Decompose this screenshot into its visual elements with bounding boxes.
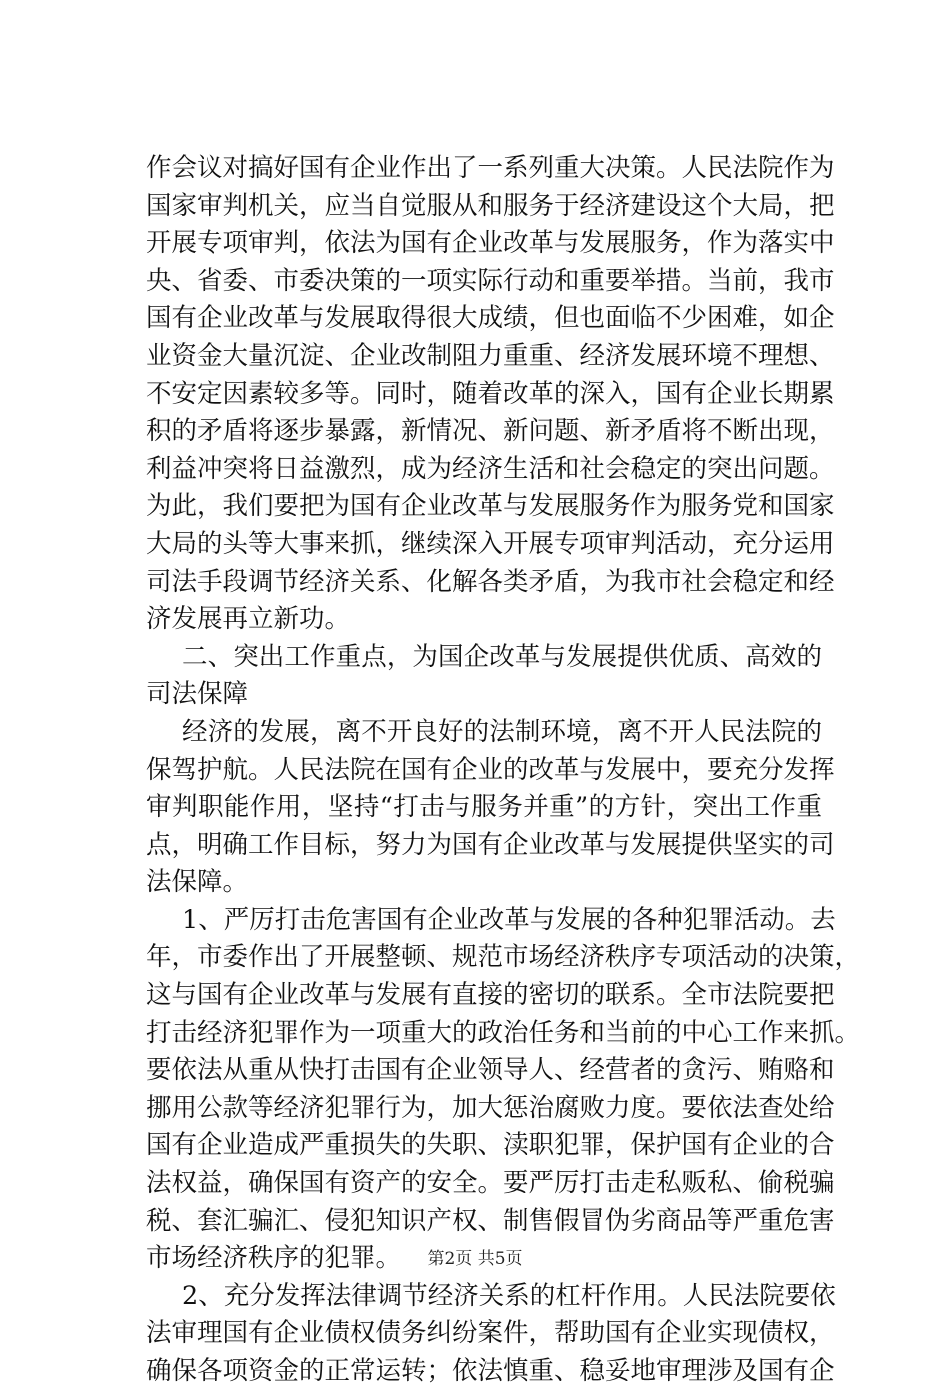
text-line: 国有企业造成严重损失的失职、渎职犯罪，保护国有企业的合 [146,1130,835,1161]
text-line: 司法保障 [146,679,249,710]
text-line: 法保障。 [146,867,249,898]
text-line: 法审理国有企业债权债务纠纷案件，帮助国有企业实现债权， [146,1318,835,1349]
text-line: 保驾护航。人民法院在国有企业的改革与发展中，要充分发挥 [146,754,835,785]
text-line: 二、突出工作重点，为国企改革与发展提供优质、高效的 [182,641,822,672]
text-line: 司法手段调节经济关系、化解各类矛盾，为我市社会稳定和经 [146,566,835,597]
text-line: 挪用公款等经济犯罪行为，加大惩治腐败力度。要依法查处给 [146,1092,835,1123]
text-line: 济发展再立新功。 [146,604,351,635]
text-line: 打击经济犯罪作为一项重大的政治任务和当前的中心工作来抓。 [146,1017,861,1048]
text-line: 开展专项审判，依法为国有企业改革与发展服务，作为落实中 [146,228,835,259]
text-line: 审判职能作用，坚持“打击与服务并重”的方针，突出工作重 [146,792,822,823]
text-line: 税、套汇骗汇、侵犯知识产权、制售假冒伪劣商品等严重危害 [146,1205,835,1236]
text-line: 经济的发展，离不开良好的法制环境，离不开人民法院的 [182,716,822,747]
text-line: 利益冲突将日益激烈，成为经济生活和社会稳定的突出问题。 [146,453,835,484]
text-line: 点，明确工作目标，努力为国有企业改革与发展提供坚实的司 [146,829,835,860]
text-line: 市场经济秩序的犯罪。 [146,1243,402,1274]
document-body [146,150,861,1391]
text-line: 作会议对搞好国有企业作出了一系列重大决策。人民法院作为 [146,153,835,183]
text-line: 1、严厉打击危害国有企业改革与发展的各种犯罪活动。去 [182,904,836,935]
text-line: 确保各项资金的正常运转；依法慎重、稳妥地审理涉及国有企 [146,1356,835,1386]
text-line: 国有企业改革与发展取得很大成绩，但也面临不少困难，如企 [146,303,835,334]
text-line: 这与国有企业改革与发展有直接的密切的联系。全市法院要把 [146,980,835,1011]
text-line: 为此，我们要把为国有企业改革与发展服务作为服务党和国家 [146,491,835,522]
text-line: 大局的头等大事来抓，继续深入开展专项审判活动，充分运用 [146,528,835,559]
text-line: 年，市委作出了开展整顿、规范市场经济秩序专项活动的决策， [146,942,861,973]
text-line: 国家审判机关，应当自觉服从和服务于经济建设这个大局，把 [146,190,835,221]
text-line: 积的矛盾将逐步暴露，新情况、新问题、新矛盾将不断出现， [146,416,835,447]
text-line: 要依法从重从快打击国有企业领导人、经营者的贪污、贿赂和 [146,1055,835,1086]
text-line: 2、充分发挥法律调节经济关系的杠杆作用。人民法院要依 [182,1280,836,1311]
text-line: 业资金大量沉淀、企业改制阻力重重、经济发展环境不理想、 [146,340,835,371]
text-line: 法权益，确保国有资产的安全。要严厉打击走私贩私、偷税骗 [146,1168,835,1199]
page-footer: 第2页 共5页 [427,1249,523,1269]
text-line: 央、省委、市委决策的一项实际行动和重要举措。当前，我市 [146,265,835,296]
text-line: 不安定因素较多等。同时，随着改革的深入，国有企业长期累 [146,378,835,409]
